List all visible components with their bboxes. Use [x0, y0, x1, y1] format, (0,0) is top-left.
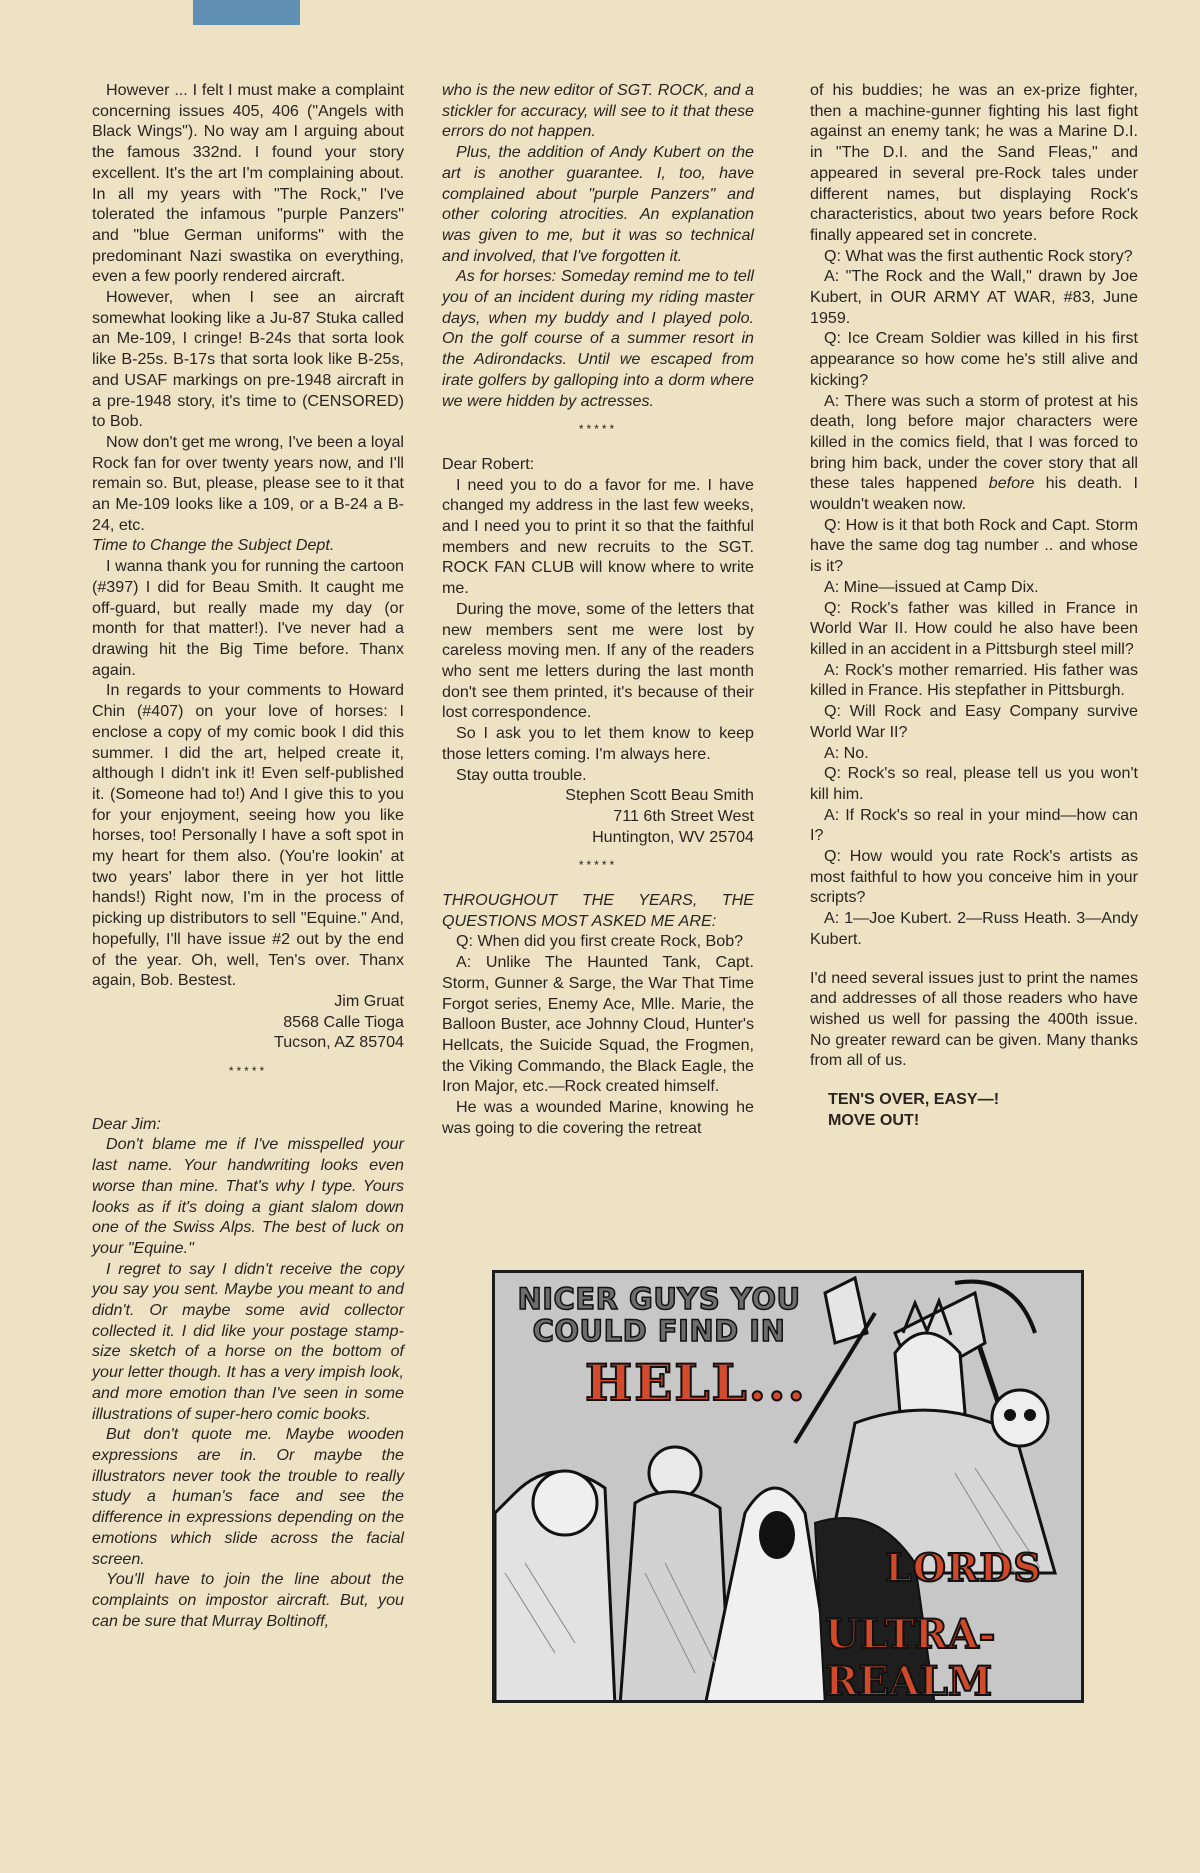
- signature-city: Huntington, WV 25704: [592, 827, 754, 846]
- ad-headline-hell: HELL...: [585, 1353, 807, 1412]
- reply-paragraph: Don't blame me if I've misspelled your last name. Your handwriting looks even worse than mine. That's why I type. Yours looks as if it's doing a giant slalom down one of the Swiss Alps. The best of luck on your "Equine.": [92, 1135, 404, 1257]
- reply-paragraph: You'll have to join the line about the complaints on impostor aircraft. But, you can be sure that Murray Boltinoff,: [92, 1570, 404, 1630]
- answer: A: 1—Joe Kubert. 2—Russ Heath. 3—Andy Kubert.: [810, 909, 1138, 948]
- letter-paragraph: In regards to your comments to Howard Chin (#407) on your love of horses: I enclose a copy of my comic book I did this summer. I did the art, helped create it, although I didn't ink it! Even self-published it. (Someone had to!) And I give this to you for your enjoyment, seeing how you like horses, too! Personally I have a soft spot in my heart for them also. (You're lookin' at two years' labor there in yer hot little hands!) Right now, I'm in the process of picking up distributors to sell "Equine." And, hopefully, I'll have issue #2 out by the end of the year. Oh, well, Ten's over. Thanx again, Bob. Bestest.: [92, 681, 404, 990]
- ad-headline: [509, 1283, 809, 1347]
- ad-logo-ultra-realm: ULTRA-REALM: [825, 1611, 996, 1703]
- reply-paragraph: who is the new editor of SGT. ROCK, and a stickler for accuracy, will see to it that these errors do not happen.: [442, 81, 754, 141]
- question: Q: Rock's so real, please tell us you won't kill him.: [810, 764, 1138, 803]
- question: Q: Rock's father was killed in France in World War II. How could he also have been killed in an accident in a Pittsburgh steel mill?: [810, 598, 1138, 658]
- question: Q: Will Rock and Easy Company survive World War II?: [810, 702, 1138, 741]
- question: Q: Ice Cream Soldier was killed in his first appearance so how come he's still alive and kicking?: [810, 329, 1138, 389]
- answer-text: his death. I wouldn't weaken now.: [810, 474, 1138, 514]
- reply-paragraph: As for horses: Someday remind me to tell you of an incident during my riding master days, when my buddy and I played polo. On the golf course of a summer resort in the Adirondacks. Until we escaped from irate golfers by galloping into a dorm where we were hidden by actresses.: [442, 267, 754, 410]
- answer: of his buddies; he was an ex-prize fighter, then a machine-gunner fighting his last fight against an enemy tank; he was a Marine D.I. in "The D.I. and the Sand Fleas," and appeared in several pre-Rock tales under different names, but displaying Rock's characteristics, about two years before Rock finally appeared set in concrete.: [810, 81, 1138, 244]
- questions-intro: THROUGHOUT THE YEARS, THE QUESTIONS MOST ASKED ME ARE:: [442, 891, 754, 930]
- letter-paragraph: During the move, some of the letters that new members sent me were lost by careless moving men. If any of the readers who sent me letters during the last month don't see them printed, it's because of their lost correspondence.: [442, 599, 754, 722]
- answer: A: Rock's mother remarried. His father was killed in France. His stepfather in Pittsburgh.: [810, 660, 1138, 700]
- question: Q: How would you rate Rock's artists as most faithful to how you conceive him in your scripts?: [810, 847, 1138, 907]
- question: Q: How is it that both Rock and Capt. Storm have the same dog tag number .. and whose is it?: [810, 515, 1138, 576]
- closing-paragraph: I'd need several issues just to print the names and addresses of all those readers who have wished us well for passing the 400th issue. No greater reward can be given. Many thanks from all of us.: [810, 968, 1138, 1070]
- letter-paragraph: However, when I see an aircraft somewhat looking like a Ju-87 Stuka called an Me-109, I cringe! B-24s that sorta look like B-25s. B-17s that sorta look like B-25s, and USAF markings on pre-1948 aircraft in a pre-1948 story, it's time to (CENSORED) to Bob.: [92, 288, 404, 431]
- section-divider: *****: [228, 1064, 268, 1079]
- column-1: [92, 80, 404, 1631]
- ad-logo-lords: LORDS: [885, 1545, 1042, 1590]
- answer-emphasis: before: [988, 474, 1035, 493]
- signature-city: Tucson, AZ 85704: [273, 1033, 404, 1052]
- reply-paragraph: I regret to say I didn't receive the copy you say you sent. Maybe you meant to and didn't. Or maybe some avid collector collected it. I did like your postage stamp-size sketch of a horse on the bottom of your letter though. It has a very impish look, and more emotion than I've seen in some illustrations of super-hero comic books.: [92, 1259, 404, 1423]
- answer: A: Mine—issued at Camp Dix.: [824, 577, 1039, 596]
- letter-paragraph: Stay outta trouble.: [456, 765, 587, 784]
- letter-paragraph: However ... I felt I must make a complaint concerning issues 405, 406 ("Angels with Black Wings"). No way am I arguing about the famous 332nd. I found your story excellent. It's the art I'm complaining about. In all my years with "The Rock," I've tolerated the infamous "purple Panzers" and "blue German uniforms" with the predominant Nazi swastika on everything, even a few poorly rendered aircraft.: [92, 81, 404, 286]
- ad-headline-line: NICER GUYS YOU: [517, 1282, 801, 1316]
- ad-headline-line: COULD FIND IN: [532, 1314, 786, 1348]
- signature-address: 8568 Calle Tioga: [283, 1012, 404, 1031]
- answer: He was a wounded Marine, knowing he was going to die covering the retreat: [442, 1098, 754, 1137]
- section-divider: *****: [578, 422, 618, 437]
- answer-text: A: There was such a storm of protest at his death, long before major characters were killed in the comics field, that I was forced to bring him back, under the cover story that all these tales happened: [810, 391, 1138, 493]
- letter-paragraph: So I ask you to let them know to keep those letters coming. I'm always here.: [442, 724, 754, 763]
- column-3: [810, 80, 1138, 1131]
- signoff-line: MOVE OUT!: [828, 1111, 920, 1130]
- section-divider: *****: [578, 858, 618, 873]
- signature-address: 711 6th Street West: [613, 806, 754, 825]
- reply-salutation: Dear Jim:: [92, 1114, 161, 1133]
- page-tab: [193, 0, 300, 25]
- question: Q: What was the first authentic Rock story?: [824, 246, 1133, 265]
- answer: A: If Rock's so real in your mind—how can I?: [810, 805, 1138, 845]
- answer: [810, 391, 1138, 515]
- letter-paragraph: I wanna thank you for running the cartoon (#397) I did for Beau Smith. It caught me off-guard, but really made my day (or month for that matter!). I've never had a drawing hit the Big Time before. Thanx again.: [92, 557, 404, 679]
- signoff-line: TEN'S OVER, EASY—!: [828, 1090, 1000, 1109]
- signature-name: Jim Gruat: [334, 991, 404, 1010]
- answer: A: Unlike The Haunted Tank, Capt. Storm, Gunner & Sarge, the War That Time Forgot series, Enemy Ace, Mlle. Marie, the Balloon Buster, ace Johnny Cloud, Hunter's Hellcats, the Suicide Squad, the Frogmen, the Viking Commando, the Black Eagle, the Iron Major, etc.—Rock created himself.: [442, 953, 754, 1096]
- letter-salutation: Dear Robert:: [442, 454, 535, 473]
- comic-ad: [492, 1270, 1084, 1703]
- letter-paragraph: I need you to do a favor for me. I have changed my address in the last few weeks, and I need you to print it so that the faithful members and new recruits to the SGT. ROCK FAN CLUB will know where to write me.: [442, 475, 754, 598]
- reply-paragraph: Plus, the addition of Andy Kubert on the art is another guarantee. I, too, have complained about "purple Panzers" and other coloring atrocities. An explanation was given to me, but it was so technical and involved, that I've forgotten it.: [442, 143, 754, 265]
- reply-paragraph: But don't quote me. Maybe wooden expressions are in. Or maybe the illustrators never took the trouble to really study a human's face and see the difference in expressions depending on the emotions which slide across the facial screen.: [92, 1425, 404, 1568]
- signature-name: Stephen Scott Beau Smith: [565, 786, 754, 805]
- letter-subhead: Time to Change the Subject Dept.: [92, 536, 335, 555]
- answer: A: "The Rock and the Wall," drawn by Joe Kubert, in OUR ARMY AT WAR, #83, June 1959.: [810, 267, 1138, 327]
- question: Q: When did you first create Rock, Bob?: [456, 932, 744, 951]
- column-2: [442, 80, 754, 1138]
- letter-paragraph: Now don't get me wrong, I've been a loyal Rock fan for over twenty years now, and I'll remain so. But, please, please see to it that an Me-109 looks like a 109, or a B-24 a B-24, etc.: [92, 432, 404, 534]
- answer: A: No.: [824, 743, 869, 762]
